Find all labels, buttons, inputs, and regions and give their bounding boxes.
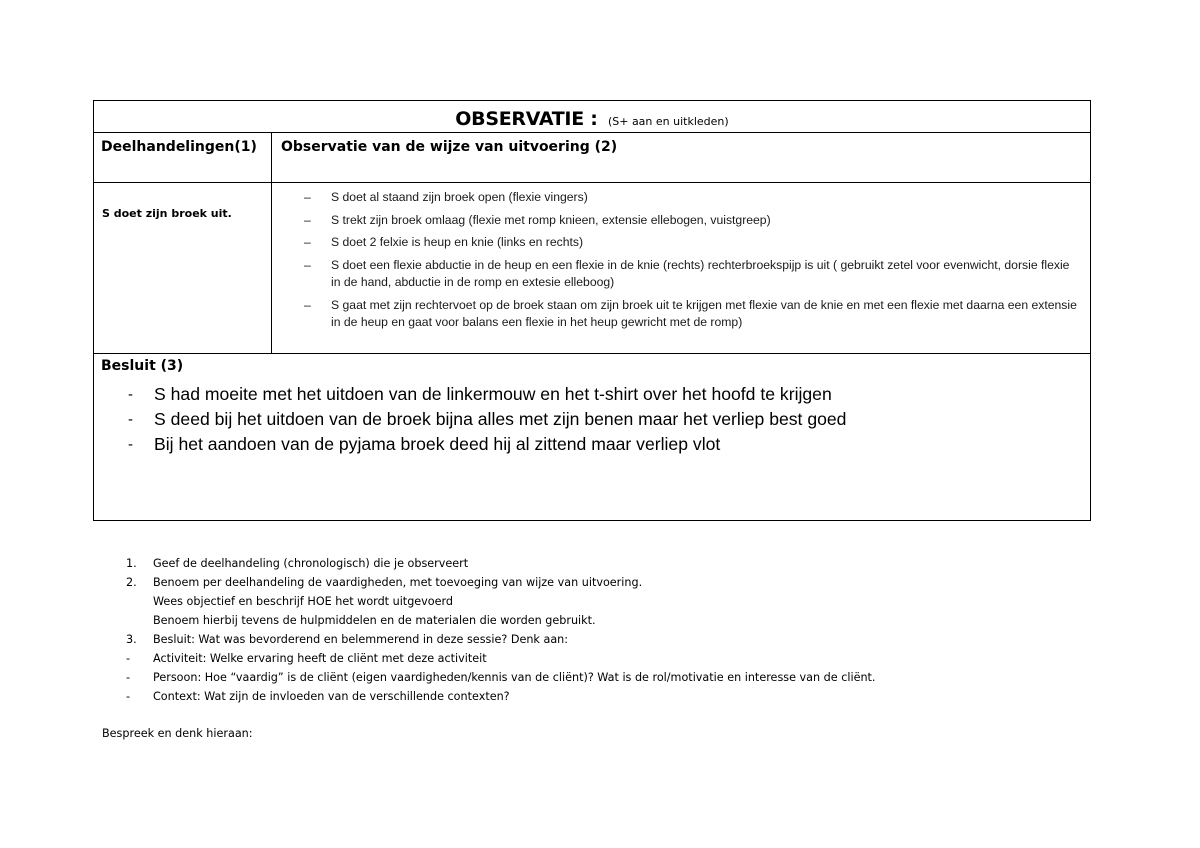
observation-list bbox=[304, 189, 1079, 337]
list-item: - S deed bij het uitdoen van de broek bijna alles met zijn benen maar het verliep best goed bbox=[128, 407, 846, 432]
deelhandeling-cell: S doet zijn broek uit. bbox=[102, 207, 232, 220]
footnotes bbox=[102, 554, 1102, 706]
footnote-marker: 3. bbox=[126, 633, 137, 646]
footnote-dash-activiteit: - Activiteit: Welke ervaring heeft de cliënt met deze activiteit bbox=[102, 649, 1102, 668]
footnote-marker: 2. bbox=[126, 576, 137, 589]
footnote-2-line-3: Benoem hierbij tevens de hulpmiddelen en de materialen die worden gebruikt. bbox=[153, 614, 596, 627]
besluit-heading: Besluit (3) bbox=[101, 358, 184, 374]
table-subtitle: (S+ aan en uitkleden) bbox=[607, 115, 729, 128]
dash-marker: – bbox=[304, 212, 311, 227]
footnote-2-line-2: Wees objectief en beschrijf HOE het wordt uitgevoerd bbox=[153, 595, 454, 608]
footnote-1: 1. Geef de deelhandeling (chronologisch) die je observeert bbox=[102, 554, 1102, 573]
dash-marker: – bbox=[304, 235, 311, 249]
list-item: – S doet al staand zijn broek open (flexie vingers) bbox=[304, 189, 1079, 207]
list-item: - S had moeite met het uitdoen van de linkermouw en het t-shirt over het hoofd te krijgen bbox=[128, 382, 846, 407]
list-item: – S gaat met zijn rechtervoet op de broek staan om zijn broek uit te krijgen met flexie van de knie en met een flexie met daarna een extensie in de heup en gaat voor balans een flexie in het heup gewricht met de romp) bbox=[304, 297, 1077, 329]
besluit-section bbox=[94, 354, 1090, 520]
footnote-marker: 1. bbox=[126, 557, 137, 570]
besluit-list bbox=[128, 382, 846, 457]
list-item: – S trekt zijn broek omlaag (flexie met romp knieen, extensie ellebogen, vuistgreep) bbox=[304, 212, 1079, 230]
dash-marker: - bbox=[128, 436, 133, 453]
footnote-marker: - bbox=[126, 690, 131, 703]
footnote-marker: - bbox=[126, 671, 131, 684]
table-title: OBSERVATIE : bbox=[455, 108, 598, 130]
list-item: - Bij het aandoen van de pyjama broek deed hij al zittend maar verliep vlot bbox=[128, 432, 846, 457]
column-header-deelhandelingen: Deelhandelingen(1) bbox=[101, 139, 257, 155]
dash-marker: - bbox=[128, 411, 133, 428]
list-item: – S doet een flexie abductie in de heup en een flexie in de knie (rechts) rechterbroekspijp is uit ( gebruikt zetel voor evenwicht, dorsie flexie in de hand, abductie in de romp en extesie elleboog) bbox=[304, 257, 1070, 289]
dash-marker: - bbox=[128, 386, 133, 403]
table-body-row bbox=[94, 183, 1090, 354]
footnote-dash-context: - Context: Wat zijn de invloeden van de verschillende contexten? bbox=[102, 687, 1102, 706]
footnote-2: 2. Benoem per deelhandeling de vaardigheden, met toevoeging van wijze van uitvoering. bbox=[102, 573, 1102, 592]
bespreek-text: Bespreek en denk hieraan: bbox=[102, 727, 253, 740]
dash-marker: – bbox=[304, 297, 311, 312]
list-item: – S doet 2 felxie is heup en knie (links en rechts) bbox=[304, 234, 1079, 252]
dash-marker: – bbox=[304, 257, 311, 272]
table-header-row bbox=[94, 133, 1090, 183]
dash-marker: – bbox=[304, 190, 311, 204]
observation-table bbox=[93, 100, 1091, 521]
table-title-row bbox=[94, 101, 1090, 133]
footnote-dash-persoon: - Persoon: Hoe “vaardig” is de cliënt (eigen vaardigheden/kennis van de cliënt)? Wat is de rol/motivatie en interesse van de cliënt. bbox=[102, 668, 1102, 687]
footnote-marker: - bbox=[126, 652, 131, 665]
footnote-3: 3. Besluit: Wat was bevorderend en belemmerend in deze sessie? Denk aan: bbox=[102, 630, 1102, 649]
column-header-observatie: Observatie van de wijze van uitvoering (2) bbox=[281, 139, 618, 155]
